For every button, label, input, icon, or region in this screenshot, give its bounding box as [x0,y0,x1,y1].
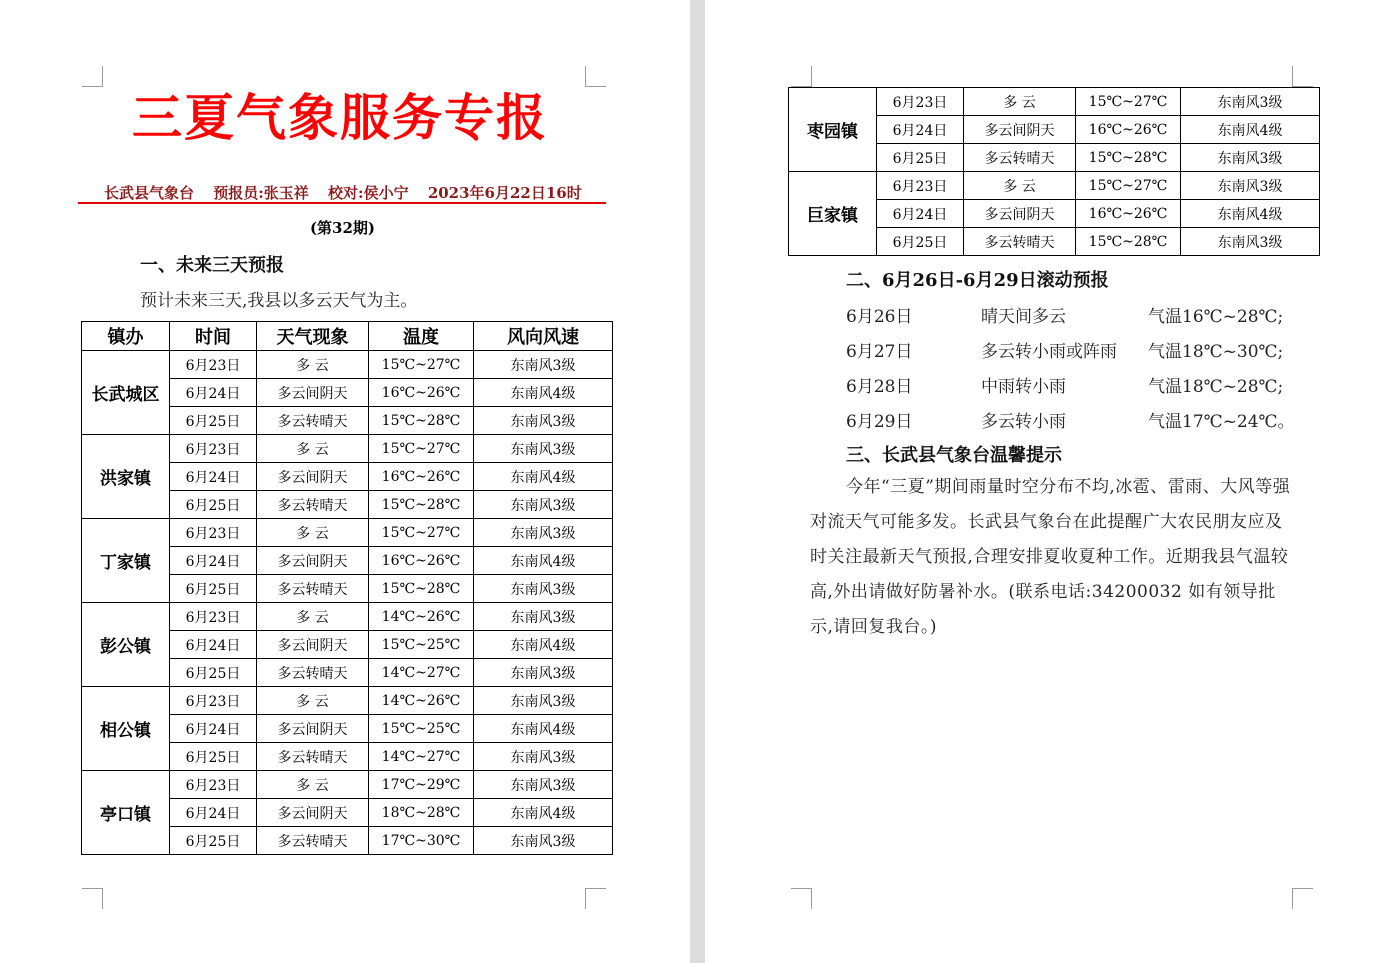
rolling-date: 6月26日 [846,307,913,327]
wind-cell: 东南风3级 [1181,172,1320,200]
crop-mark [82,888,103,909]
wind-cell: 东南风4级 [474,463,613,491]
town-cell: 相公镇 [82,687,170,771]
table-row [789,172,1320,200]
section3-text: 今年“三夏”期间雨量时空分布不均,冰雹、雷雨、大风等强对流天气可能多发。长武县气象台在此提醒广大农民朋友应及时关注最新天气预报,合理安排夏收夏种工作。近期我县气温较高,外出请做好防暑补水。(联系电话:34200032 如有领导批示,请回复我台。) [810,477,1291,637]
weather-cell: 多云间阴天 [257,463,369,491]
date-cell: 6月25日 [877,144,964,172]
section3-heading: 三、长武县气象台温馨提示 [846,445,1062,466]
temperature-cell: 15℃~27℃ [1076,172,1181,200]
weather-cell: 多 云 [964,172,1076,200]
date-cell: 6月24日 [170,547,257,575]
temperature-cell: 15℃~27℃ [369,435,474,463]
weather-cell: 多云转晴天 [257,743,369,771]
rolling-forecast-row [846,407,1326,437]
wind-cell: 东南风3级 [1181,228,1320,256]
date-cell: 6月25日 [877,228,964,256]
wind-cell: 东南风3级 [474,687,613,715]
section2-heading: 二、6月26日-6月29日滚动预报 [846,270,1109,291]
town-cell: 长武城区 [82,351,170,435]
date-cell: 6月23日 [170,519,257,547]
weather-cell: 多云间阴天 [964,116,1076,144]
document-title: 三夏气象服务专报 [132,89,548,147]
wind-cell: 东南风4级 [474,631,613,659]
table-row [82,603,613,631]
rolling-forecast-row [846,302,1326,332]
town-cell: 丁家镇 [82,519,170,603]
weather-cell: 多云转晴天 [257,407,369,435]
table-row [82,771,613,799]
weather-cell: 多云间阴天 [257,547,369,575]
town-cell: 亭口镇 [82,771,170,855]
temperature-cell: 15℃~27℃ [1076,88,1181,116]
date-cell: 6月24日 [170,799,257,827]
weather-cell: 多云间阴天 [964,200,1076,228]
temperature-cell: 16℃~26℃ [369,463,474,491]
date-cell: 6月25日 [170,407,257,435]
table-row [789,88,1320,116]
wind-cell: 东南风3级 [474,435,613,463]
rolling-date: 6月27日 [846,342,913,362]
weather-cell: 多 云 [257,771,369,799]
weather-cell: 多 云 [257,519,369,547]
rolling-forecast-row [846,337,1326,367]
weather-cell: 多云转晴天 [257,575,369,603]
temperature-cell: 18℃~28℃ [369,799,474,827]
weather-cell: 多云转晴天 [257,491,369,519]
date-cell: 6月23日 [170,603,257,631]
weather-cell: 多云间阴天 [257,715,369,743]
byline-forecaster: 预报员:张玉祥 [213,184,309,202]
temperature-cell: 15℃~27℃ [369,351,474,379]
date-cell: 6月25日 [170,659,257,687]
rolling-weather: 晴天间多云 [981,307,1066,327]
crop-mark [585,888,606,909]
crop-mark [791,66,812,87]
rolling-weather: 中雨转小雨 [981,377,1066,397]
wind-cell: 东南风4级 [474,547,613,575]
date-cell: 6月25日 [170,575,257,603]
temperature-cell: 14℃~26℃ [369,687,474,715]
temperature-cell: 15℃~27℃ [369,519,474,547]
weather-cell: 多云间阴天 [257,379,369,407]
issue-number: (第32期) [309,219,376,237]
wind-cell: 东南风3级 [474,603,613,631]
column-header: 镇办 [82,322,170,351]
town-cell: 枣园镇 [789,88,877,172]
date-cell: 6月23日 [170,687,257,715]
temperature-cell: 15℃~25℃ [369,631,474,659]
table-row [82,519,613,547]
date-cell: 6月24日 [877,116,964,144]
temperature-cell: 14℃~27℃ [369,659,474,687]
temperature-cell: 15℃~28℃ [1076,144,1181,172]
temperature-cell: 16℃~26℃ [1076,116,1181,144]
rolling-temp: 气温18℃~28℃; [1148,377,1284,397]
forecast-table-continued [788,87,1320,256]
column-header: 温度 [369,322,474,351]
weather-cell: 多云间阴天 [257,799,369,827]
rolling-weather: 多云转小雨或阵雨 [981,342,1117,362]
section1-intro: 预计未来三天,我县以多云天气为主。 [140,291,418,311]
wind-cell: 东南风3级 [474,771,613,799]
temperature-cell: 15℃~28℃ [369,491,474,519]
date-cell: 6月24日 [170,715,257,743]
column-header: 天气现象 [257,322,369,351]
rolling-temp: 气温18℃~30℃; [1148,342,1284,362]
document-page-2 [705,0,1391,963]
temperature-cell: 16℃~26℃ [1076,200,1181,228]
weather-cell: 多 云 [257,351,369,379]
temperature-cell: 17℃~30℃ [369,827,474,855]
temperature-cell: 15℃~25℃ [369,715,474,743]
temperature-cell: 15℃~28℃ [369,407,474,435]
rolling-date: 6月29日 [846,412,913,432]
temperature-cell: 16℃~26℃ [369,379,474,407]
date-cell: 6月24日 [170,379,257,407]
page-gutter [690,0,705,963]
crop-mark [1292,66,1313,87]
rolling-temp: 气温16℃~28℃; [1148,307,1284,327]
byline [80,182,605,203]
date-cell: 6月23日 [170,435,257,463]
date-cell: 6月24日 [170,631,257,659]
temperature-cell: 17℃~29℃ [369,771,474,799]
table-row [82,435,613,463]
crop-mark [791,888,812,909]
weather-cell: 多 云 [257,435,369,463]
section1-heading: 一、未来三天预报 [140,255,284,276]
wind-cell: 东南风3级 [1181,88,1320,116]
wind-cell: 东南风3级 [1181,144,1320,172]
temperature-cell: 16℃~26℃ [369,547,474,575]
title-divider [78,202,606,204]
town-cell: 巨家镇 [789,172,877,256]
column-header: 风向风速 [474,322,613,351]
wind-cell: 东南风4级 [1181,116,1320,144]
weather-cell: 多云转晴天 [964,228,1076,256]
byline-proofreader: 校对:侯小宁 [328,184,409,202]
date-cell: 6月25日 [170,743,257,771]
date-cell: 6月24日 [170,463,257,491]
date-cell: 6月23日 [170,771,257,799]
wind-cell: 东南风3级 [474,519,613,547]
temperature-cell: 15℃~28℃ [1076,228,1181,256]
date-cell: 6月24日 [877,200,964,228]
date-cell: 6月25日 [170,491,257,519]
rolling-forecast-row [846,372,1326,402]
temperature-cell: 15℃~28℃ [369,575,474,603]
table-header-row [82,322,613,351]
column-header: 时间 [170,322,257,351]
wind-cell: 东南风3级 [474,407,613,435]
wind-cell: 东南风3级 [474,659,613,687]
wind-cell: 东南风3级 [474,351,613,379]
wind-cell: 东南风4级 [1181,200,1320,228]
wind-cell: 东南风3级 [474,743,613,771]
temperature-cell: 14℃~27℃ [369,743,474,771]
document-page-1 [0,0,690,963]
byline-datetime: 2023年6月22日16时 [427,184,582,202]
wind-cell: 东南风4级 [474,379,613,407]
temperature-cell: 14℃~26℃ [369,603,474,631]
rolling-weather: 多云转小雨 [981,412,1066,432]
weather-cell: 多云转晴天 [257,827,369,855]
table-row [82,687,613,715]
date-cell: 6月23日 [877,88,964,116]
town-cell: 洪家镇 [82,435,170,519]
weather-cell: 多云转晴天 [257,659,369,687]
wind-cell: 东南风3级 [474,827,613,855]
wind-cell: 东南风3级 [474,491,613,519]
rolling-date: 6月28日 [846,377,913,397]
wind-cell: 东南风4级 [474,799,613,827]
weather-cell: 多 云 [964,88,1076,116]
byline-org: 长武县气象台 [104,184,195,202]
wind-cell: 东南风3级 [474,575,613,603]
weather-cell: 多 云 [257,603,369,631]
weather-cell: 多云转晴天 [964,144,1076,172]
town-cell: 彭公镇 [82,603,170,687]
date-cell: 6月25日 [170,827,257,855]
weather-cell: 多云间阴天 [257,631,369,659]
crop-mark [1292,888,1313,909]
forecast-table [81,321,613,855]
wind-cell: 东南风4级 [474,715,613,743]
date-cell: 6月23日 [170,351,257,379]
table-row [82,351,613,379]
rolling-temp: 气温17℃~24℃。 [1148,412,1295,432]
weather-cell: 多 云 [257,687,369,715]
date-cell: 6月23日 [877,172,964,200]
